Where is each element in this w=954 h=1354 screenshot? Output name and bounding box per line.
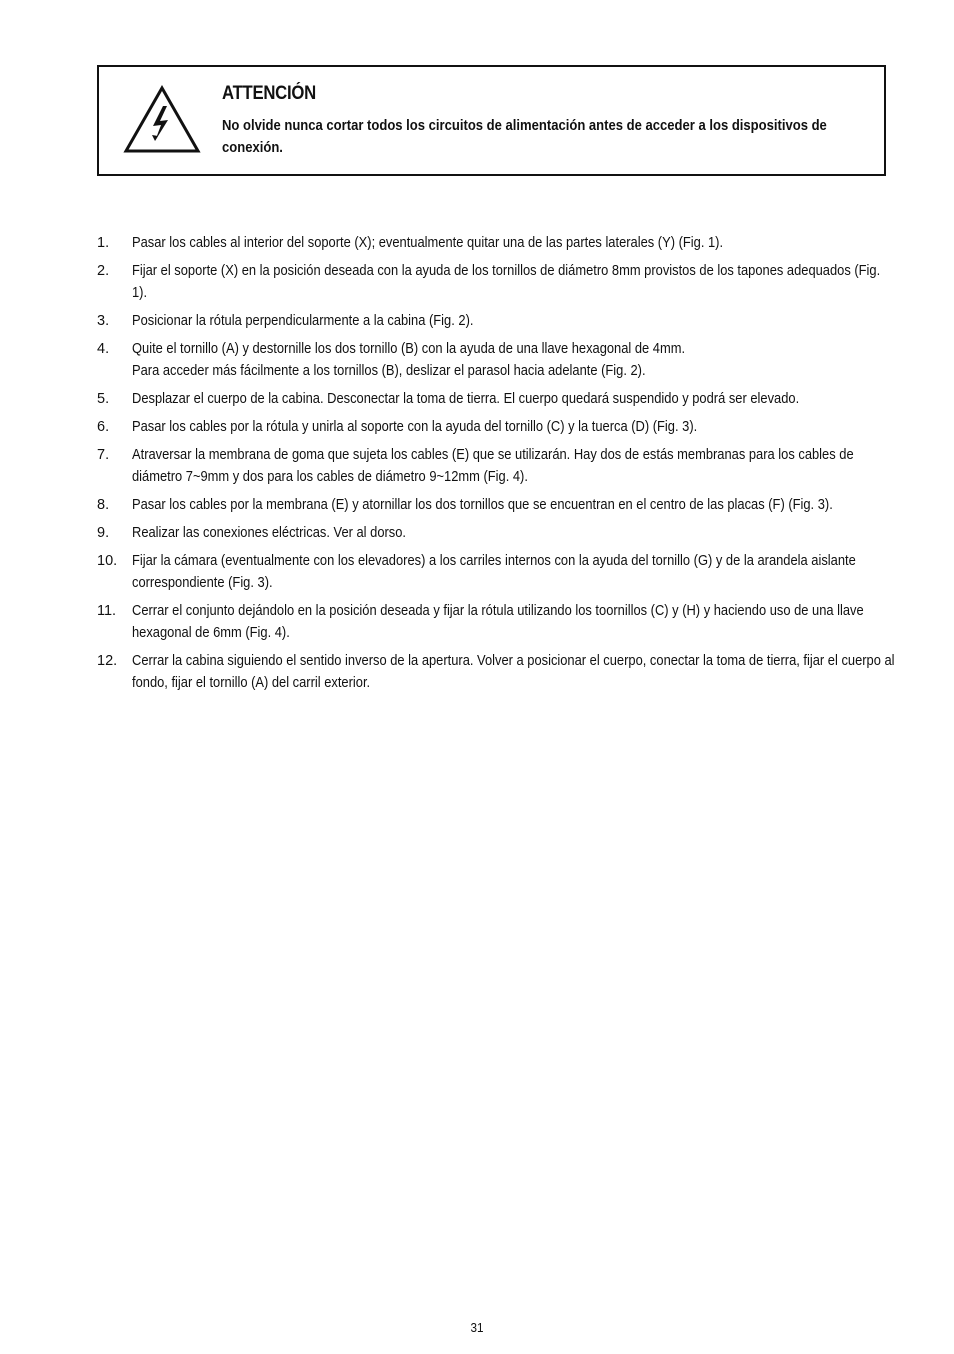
step-text: Realizar las conexiones eléctricas. Ver al dorso.	[132, 525, 407, 541]
warning-box	[97, 65, 886, 176]
step-text: Fijar el soporte (X) en la posición deseada con la ayuda de los tornillos de diámetro 8mm provistos de los tapones adequados (Fig. 1).	[132, 263, 881, 301]
step-number: 9.	[97, 525, 110, 541]
list-item	[97, 338, 887, 382]
page-number: 31	[470, 1320, 484, 1335]
list-item	[97, 444, 887, 488]
step-text: Cerrar el conjunto dejándolo en la posición deseada y fijar la rótula utilizando los toornillos (C) y (H) y haciendo uso de una llave hexagonal de 6mm (Fig. 4).	[132, 603, 864, 641]
list-item	[97, 416, 887, 438]
list-item	[97, 600, 887, 644]
step-text: Pasar los cables al interior del soporte (X); eventualmente quitar una de las partes laterales (Y) (Fig. 1).	[132, 235, 724, 251]
step-text: Atraversar la membrana de goma que sujeta los cables (E) que se utilizarán. Hay dos de estás membranas para los cables de diámetro 7~9mm y dos para los cables de diámetro 9~12mm (Fig. 4).	[132, 447, 854, 485]
step-number: 12.	[97, 653, 118, 669]
step-number: 11.	[97, 603, 117, 619]
step-number: 4.	[97, 341, 110, 357]
step-text: Pasar los cables por la rótula y unirla al soporte con la ayuda del tornillo (C) y la tuerca (D) (Fig. 3).	[132, 419, 698, 435]
list-item	[97, 522, 887, 544]
high-voltage-warning-icon	[123, 85, 201, 155]
step-number: 7.	[97, 447, 110, 463]
step-number: 8.	[97, 497, 110, 513]
step-text: Fijar la cámara (eventualmente con los elevadores) a los carriles internos con la ayuda del tornillo (G) y de la arandela aislante correspondiente (Fig. 3).	[132, 553, 856, 591]
list-item	[97, 388, 887, 410]
step-number: 6.	[97, 419, 110, 435]
step-text: Pasar los cables por la membrana (E) y atornillar los dos tornillos que se encuentran en el centro de las placas (F) (Fig. 3).	[132, 497, 833, 513]
list-item	[97, 310, 887, 332]
step-text: Quite el tornillo (A) y destornille los dos tornillo (B) con la ayuda de una llave hexagonal de 4mm. Para acceder más fácilmente a los tornillos (B), deslizar el parasol hacia adelante (Fig. 2).	[132, 341, 686, 379]
instruction-list	[97, 232, 895, 700]
list-item	[97, 494, 887, 516]
warning-title: ATTENCIÓN	[222, 83, 316, 104]
step-number: 2.	[97, 263, 110, 279]
list-item	[97, 232, 887, 254]
list-item	[97, 650, 895, 694]
step-text: Cerrar la cabina siguiendo el sentido inverso de la apertura. Volver a posicionar el cuerpo, conectar la toma de tierra, fijar el cuerpo al fondo, fijar el tornillo (A) del carril exterior.	[132, 653, 895, 691]
step-number: 5.	[97, 391, 110, 407]
step-text: Posicionar la rótula perpendicularmente a la cabina (Fig. 2).	[132, 313, 474, 329]
step-number: 10.	[97, 553, 118, 569]
warning-text: No olvide nunca cortar todos los circuitos de alimentación antes de acceder a los dispositivos de conexión.	[222, 118, 827, 156]
list-item	[97, 260, 887, 304]
step-number: 3.	[97, 313, 110, 329]
step-text: Desplazar el cuerpo de la cabina. Desconectar la toma de tierra. El cuerpo quedará suspendido y podrá ser elevado.	[132, 391, 800, 407]
list-item	[97, 550, 887, 594]
step-number: 1.	[97, 235, 110, 251]
